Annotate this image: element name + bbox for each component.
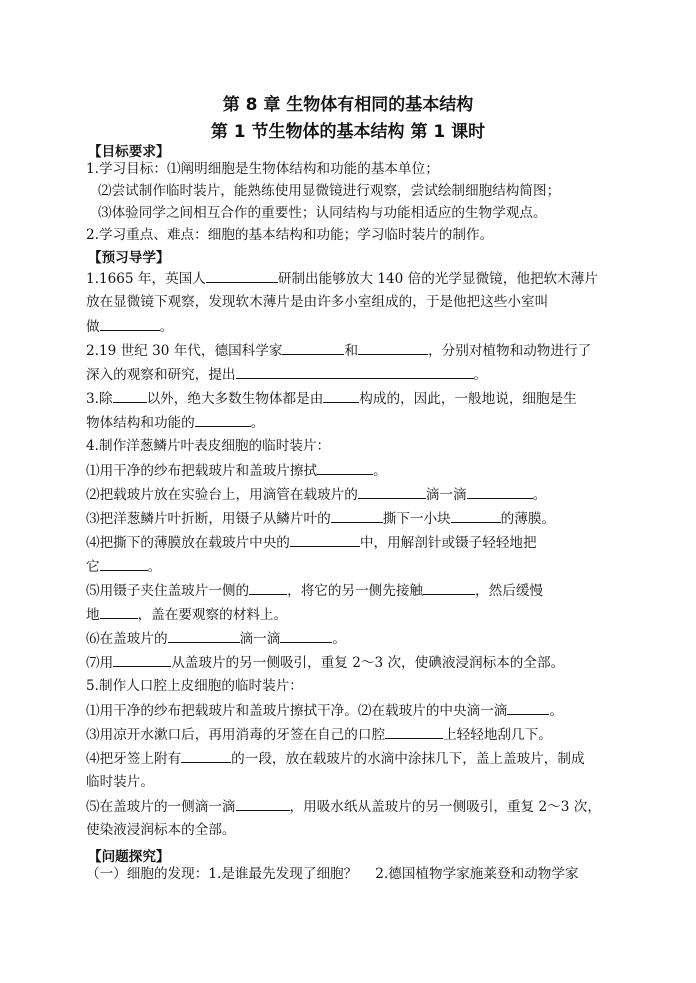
text: 。 <box>332 631 346 647</box>
fill-blank[interactable] <box>331 508 383 523</box>
onion-step-4-line-2 <box>86 556 616 577</box>
onion-step-7 <box>86 652 616 673</box>
goal-line-1: 1.学习目标：⑴阐明细胞是生物体结构和功能的基本单位； <box>86 161 439 177</box>
fill-blank[interactable] <box>100 604 138 619</box>
fill-blank[interactable] <box>113 388 147 403</box>
goal-line-2: ⑵尝试制作临时装片，能熟练使用显微镜进行观察，尝试绘制细胞结构简图； <box>98 183 561 199</box>
text: ⑹在盖玻片的 <box>86 631 168 647</box>
text: ，将它的另一侧先接触 <box>287 583 424 599</box>
preview-header: 【预习导学】 <box>88 250 170 266</box>
text: ，用吸水纸从盖玻片的另一侧吸引，重复 2～3 次， <box>289 799 601 815</box>
cheek-step-5-line-2: 使染液浸润标本的全部。 <box>86 822 236 838</box>
question-1-line-2: 放在显微镜下观察，发现软木薄片是由许多小室组成的，于是他把这些小室叫 <box>86 294 549 310</box>
fill-blank[interactable] <box>195 412 251 427</box>
text: ⑸在盖玻片的一侧滴一滴 <box>86 799 236 815</box>
text: （一）细胞的发现：1.是谁最先发现了细胞？ <box>86 866 358 882</box>
onion-step-2 <box>86 484 616 505</box>
text: 。 <box>373 463 387 479</box>
text: 从盖玻片的另一侧吸引，重复 2～3 次，使碘液浸润标本的全部。 <box>171 655 565 671</box>
text: 深入的观察和研究，提出 <box>86 367 236 383</box>
text: 。 <box>532 487 547 503</box>
text: 滴一滴 <box>425 487 467 503</box>
question-1-line-1 <box>86 268 616 289</box>
explore-header: 【问题探究】 <box>88 849 170 865</box>
text: ⑴用干净的纱布把载玻片和盖玻片擦拭 <box>86 463 318 479</box>
text: 3.除 <box>86 391 113 407</box>
text: 滴一滴 <box>239 631 281 647</box>
text: 中，用解剖针或镊子轻轻地把 <box>359 535 537 551</box>
text: 1.1665 年，英国人 <box>86 271 206 287</box>
text: 2.德国植物学家施莱登和动物学家 <box>375 866 579 882</box>
text: 。 <box>250 415 265 431</box>
fill-blank[interactable] <box>317 460 373 475</box>
cheek-step-1-2 <box>86 700 616 721</box>
text: ，然后缓慢 <box>475 583 544 599</box>
text: ⑷把撕下的薄膜放在载玻片中央的 <box>86 535 290 551</box>
text: 。 <box>473 367 488 383</box>
text: 以外，绝大多数生物体都是由 <box>146 391 324 407</box>
text: 的薄膜。 <box>500 511 556 527</box>
question-2-line-2 <box>86 364 616 385</box>
cheek-step-4-line-2: 临时装片。 <box>86 774 154 790</box>
chapter-title: 第 8 章 生物体有相同的基本结构 <box>222 95 474 115</box>
cheek-step-4-line-1 <box>86 748 616 769</box>
question-5-heading: 5.制作人口腔上皮细胞的临时装片： <box>86 678 303 694</box>
cheek-step-3 <box>86 724 616 745</box>
text: 的一段，放在载玻片的水滴中涂抹几下，盖上盖玻片，制成 <box>231 751 585 767</box>
question-4-heading: 4.制作洋葱鳞片叶表皮细胞的临时装片： <box>86 438 331 454</box>
onion-step-5-line-1 <box>86 580 616 601</box>
fill-blank[interactable] <box>323 388 359 403</box>
fill-blank[interactable] <box>385 724 443 739</box>
onion-step-3 <box>86 508 616 529</box>
text: 上轻轻地刮几下。 <box>443 727 552 743</box>
section-title: 第 1 节生物体的基本结构 第 1 课时 <box>210 122 486 142</box>
fill-blank[interactable] <box>358 484 426 499</box>
fill-blank[interactable] <box>358 340 428 355</box>
onion-step-5-line-2 <box>86 604 616 625</box>
fill-blank[interactable] <box>467 484 533 499</box>
fill-blank[interactable] <box>206 268 278 283</box>
text: 研制出能够放大 140 倍的光学显微镜，他把软木薄片 <box>277 271 598 287</box>
fill-blank[interactable] <box>507 700 549 715</box>
text: 构成的，因此，一般地说，细胞是生 <box>359 391 577 407</box>
fill-blank[interactable] <box>113 652 171 667</box>
fill-blank[interactable] <box>236 364 474 379</box>
text: ⑺用 <box>86 655 114 671</box>
fill-blank[interactable] <box>181 748 231 763</box>
question-2-line-1 <box>86 340 616 361</box>
goal-line-3: ⑶体验同学之间相互合作的重要性；认同结构与功能相适应的生物学观点。 <box>98 205 547 221</box>
goal-line-4: 2.学习重点、难点：细胞的基本结构和功能；学习临时装片的制作。 <box>86 227 494 243</box>
text: 撕下一小块 <box>382 511 451 527</box>
question-3-line-1 <box>86 388 616 409</box>
text: ⑵把载玻片放在实验台上，用滴管在载玻片的 <box>86 487 358 503</box>
fill-blank[interactable] <box>451 508 501 523</box>
fill-blank[interactable] <box>282 340 344 355</box>
fill-blank[interactable] <box>290 532 360 547</box>
text: 2.19 世纪 30 年代，德国科学家 <box>86 343 283 359</box>
text: ⑴用干净的纱布把载玻片和盖玻片擦拭干净。⑵在载玻片的中央滴一滴 <box>86 703 508 719</box>
text: 物体结构和功能的 <box>86 415 195 431</box>
text: 。 <box>159 319 174 335</box>
question-3-line-2 <box>86 412 616 433</box>
onion-step-1 <box>86 460 616 481</box>
text: ，盖在要观察的材料上。 <box>137 607 288 623</box>
text: 地 <box>86 607 100 623</box>
fill-blank[interactable] <box>100 556 148 571</box>
text: ，分别对植物和动物进行了 <box>428 343 592 359</box>
text: ⑷把牙签上附有 <box>86 751 182 767</box>
fill-blank[interactable] <box>236 796 290 811</box>
onion-step-6 <box>86 628 616 649</box>
text: ⑸用镊子夹住盖玻片一侧的 <box>86 583 250 599</box>
explore-line-1 <box>86 864 616 884</box>
text: ⑶用凉开水漱口后，再用消毒的牙签在自己的口腔 <box>86 727 386 743</box>
cheek-step-5-line-1 <box>86 796 616 817</box>
text: 。 <box>549 703 563 719</box>
text: ⑶把洋葱鳞片叶折断，用镊子从鳞片叶的 <box>86 511 331 527</box>
fill-blank[interactable] <box>100 316 160 331</box>
fill-blank[interactable] <box>249 580 287 595</box>
goals-header: 【目标要求】 <box>88 144 170 160</box>
fill-blank[interactable] <box>280 628 332 643</box>
text: 和 <box>344 343 359 359</box>
text: 做 <box>86 319 100 335</box>
text: 。 <box>147 559 162 575</box>
fill-blank[interactable] <box>423 580 475 595</box>
fill-blank[interactable] <box>168 628 240 643</box>
text: 它 <box>86 559 100 575</box>
question-1-line-3 <box>86 316 616 337</box>
onion-step-4-line-1 <box>86 532 616 553</box>
